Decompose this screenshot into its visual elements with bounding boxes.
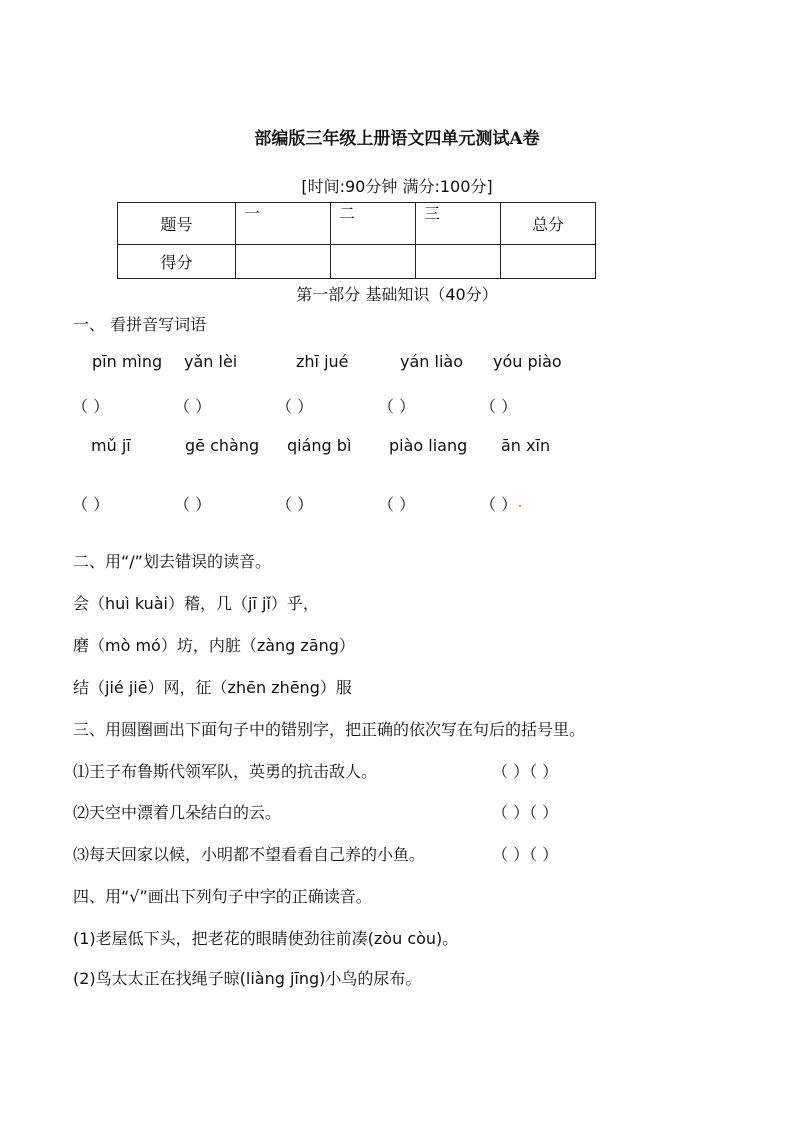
answer-blank[interactable]: （ ）	[72, 397, 110, 416]
answer-blank[interactable]: （ ）	[378, 495, 416, 514]
section3-answer-blank[interactable]: （ ）（ ）	[492, 803, 559, 822]
pinyin-item: qiáng bì	[287, 436, 352, 455]
score-table	[117, 202, 596, 279]
section1-heading: 一、 看拼音写词语	[73, 315, 207, 334]
pinyin-item: yán liào	[400, 352, 463, 371]
answer-blank[interactable]: （ ）	[174, 397, 212, 416]
answer-blank[interactable]: （ ）	[72, 495, 110, 514]
pinyin-item: gē chàng	[185, 436, 260, 455]
score-header-total: 总分	[501, 203, 596, 245]
answer-blank[interactable]: （ ）	[174, 495, 212, 514]
score-cell-1[interactable]	[236, 245, 331, 279]
part-one-heading: 第一部分 基础知识（40分）	[296, 285, 498, 304]
score-cell-2[interactable]	[331, 245, 416, 279]
score-table-score-row	[118, 245, 596, 279]
section4-item: (2)鸟太太正在找绳子晾(liàng jīng)小鸟的尿布。	[73, 969, 422, 988]
section2-line: 结（jié jiē）网，征（zhēn zhēng）服	[73, 678, 352, 697]
section3-item: ⑵天空中漂着几朵结白的云。	[73, 803, 282, 822]
pinyin-item: yóu piào	[493, 352, 562, 371]
section3-item: ⑶每天回家以候，小明都不望看看自己养的小鱼。	[73, 845, 426, 864]
section3-answer-blank[interactable]: （ ）（ ）	[492, 845, 559, 864]
score-header-label: 题号	[118, 203, 236, 245]
pinyin-item: yǎn lèi	[184, 352, 238, 371]
section3-heading: 三、用圆圈画出下面句子中的错别字，把正确的依次写在句后的括号里。	[73, 720, 586, 739]
answer-blank[interactable]: （ ）	[276, 397, 314, 416]
section4-heading: 四、用“√”画出下列句子中字的正确读音。	[73, 887, 372, 906]
section2-line: 磨（mò mó）坊，内脏（zàng zāng）	[73, 636, 355, 655]
answer-blank[interactable]: （ ）	[276, 495, 314, 514]
score-row-label: 得分	[118, 245, 236, 279]
score-header-3: 三	[416, 203, 501, 245]
score-table-header-row	[118, 203, 596, 245]
answer-blank[interactable]: （ ）	[378, 397, 416, 416]
pinyin-item: piào liang	[389, 436, 468, 455]
score-header-1: 一	[236, 203, 331, 245]
answer-blank[interactable]: （ ）	[480, 495, 518, 514]
section2-line: 会（huì kuài）稽，几（jī jǐ）乎，	[73, 594, 319, 613]
page-title: 部编版三年级上册语文四单元测试A卷	[254, 129, 540, 149]
stray-mark	[519, 505, 521, 507]
section2-heading: 二、用“/”划去错误的读音。	[73, 552, 271, 571]
section3-item: ⑴王子布鲁斯代领军队，英勇的抗击敌人。	[73, 762, 378, 781]
pinyin-item: zhī jué	[296, 352, 349, 371]
pinyin-item: pīn mìng	[92, 352, 163, 371]
score-cell-total[interactable]	[501, 245, 596, 279]
pinyin-item: ān xīn	[501, 436, 551, 455]
answer-blank[interactable]: （ ）	[480, 397, 518, 416]
exam-info: [时间:90分钟 满分:100分]	[301, 177, 493, 196]
section3-answer-blank[interactable]: （ ）（ ）	[492, 762, 559, 781]
section4-item: (1)老屋低下头，把老花的眼睛使劲往前凑(zòu còu)。	[73, 929, 459, 948]
score-cell-3[interactable]	[416, 245, 501, 279]
pinyin-item: mǔ jī	[91, 436, 131, 455]
score-header-2: 二	[331, 203, 416, 245]
